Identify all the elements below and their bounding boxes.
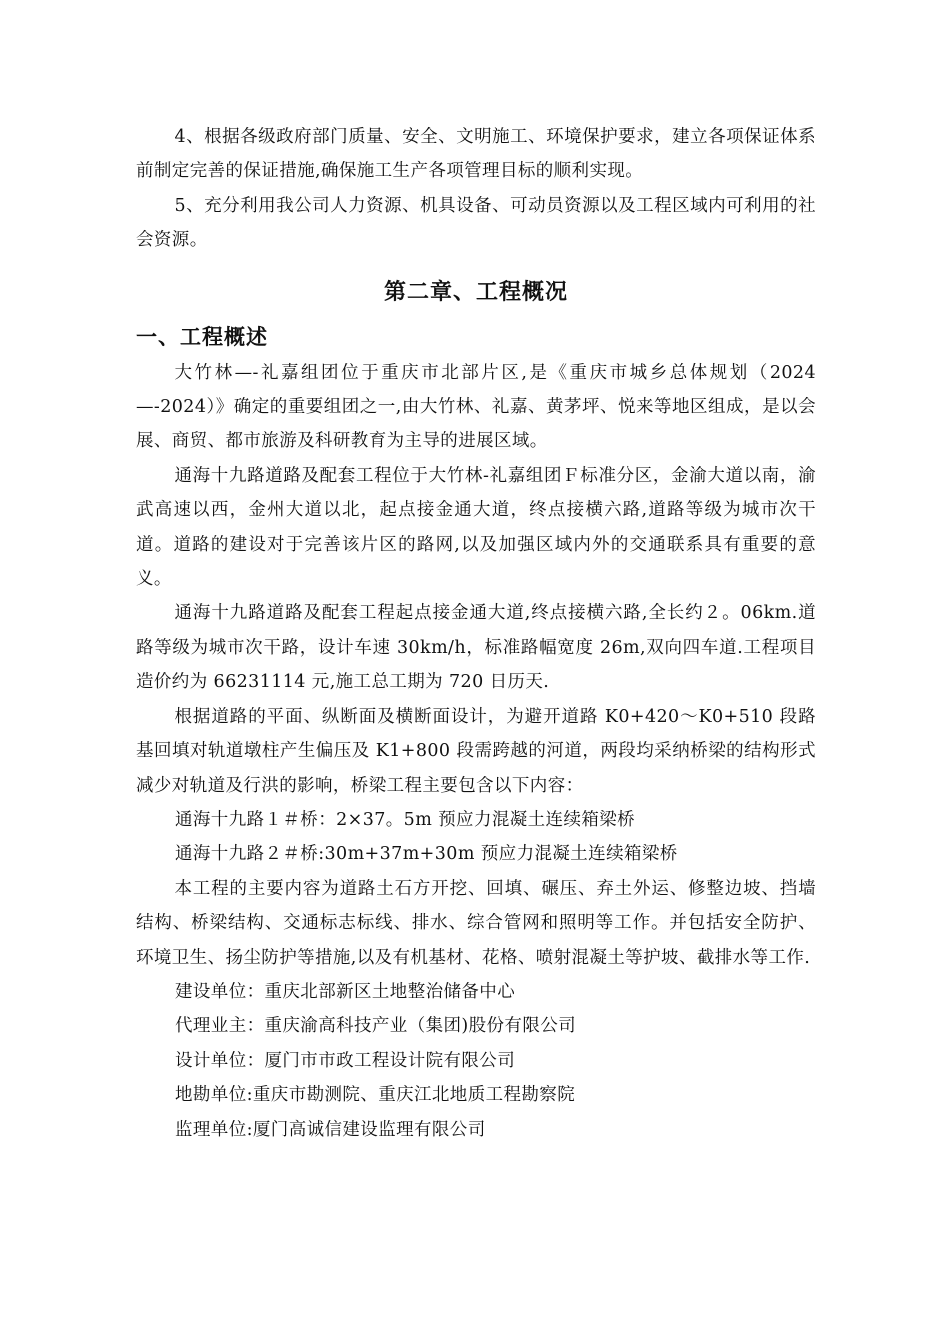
intro-item: 4、根据各级政府部门质量、安全、文明施工、环境保护要求，建立各项保证体系前制定完善的保证措施,确保施工生产各项管理目标的顺利实现。 [136, 127, 816, 182]
unit-line: 建设单位：重庆北部新区土地整治储备中心 [175, 981, 516, 1002]
bridge-item: 通海十九路１＃桥：2×37。5m 预应力混凝土连续箱梁桥 [175, 809, 636, 830]
body-paragraph: 通海十九路道路及配套工程位于大竹林-礼嘉组团Ｆ标准分区，金渝大道以南，渝武高速以西，金州大道以北，起点接金通大道，终点接横六路,道路等级为城市次干道。道路的建设对于完善该片区的路网,以及加强区域内外的交通联系具有重要的意义。 [136, 465, 816, 590]
section-title: 一、工程概述 [136, 324, 268, 349]
intro-item: 5、充分利用我公司人力资源、机具设备、可动员资源以及工程区域内可利用的社会资源。 [136, 195, 816, 251]
chapter-title: 第二章、工程概况 [383, 279, 568, 305]
unit-line: 地勘单位:重庆市勘测院、重庆江北地质工程勘察院 [175, 1085, 576, 1106]
body-paragraph: 根据道路的平面、纵断面及横断面设计，为避开道路 K0+420～K0+510 段路基回填对轨道墩柱产生偏压及 K1+800 段需跨越的河道，两段均采纳桥梁的结构形式减少对轨道及行洪的影响，桥梁工程主要包含以下内容： [136, 706, 816, 796]
body-paragraph: 通海十九路道路及配套工程起点接金通大道,终点接横六路,全长约２。06km.道路等级为城市次干路，设计车速 30km/h，标准路幅宽度 26m,双向四车道.工程项目造价约为 66231114 元,施工总工期为 720 日历天. [136, 603, 816, 693]
bridge-item: 通海十九路２＃桥:30m+37m+30m 预应力混凝土连续箱梁桥 [175, 844, 678, 865]
unit-line: 设计单位：厦门市市政工程设计院有限公司 [175, 1050, 516, 1071]
scope-paragraph: 本工程的主要内容为道路土石方开挖、回填、碾压、弃土外运、修整边坡、挡墙结构、桥梁结构、交通标志标线、排水、综合管网和照明等工作。并包括安全防护、环境卫生、扬尘防护等措施,以及有机基材、花格、喷射混凝土等护坡、截排水等工作. [136, 878, 816, 968]
body-paragraph: 大竹林—-礼嘉组团位于重庆市北部片区,是《重庆市城乡总体规划（2024—-2024）》确定的重要组团之一,由大竹林、礼嘉、黄茅坪、悦来等地区组成，是以会展、商贸、都市旅游及科研教育为主导的进展区域。 [136, 362, 816, 452]
unit-line: 代理业主：重庆渝高科技产业（集团)股份有限公司 [175, 1016, 577, 1037]
document-page [136, 120, 816, 1147]
unit-line: 监理单位:厦门高诚信建设监理有限公司 [175, 1119, 486, 1140]
